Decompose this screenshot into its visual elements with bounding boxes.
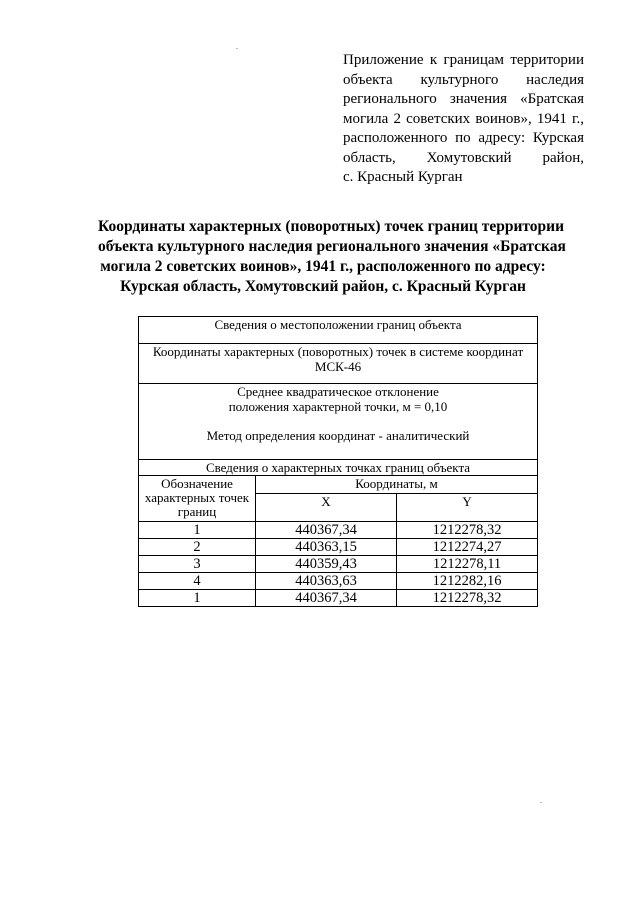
points-info-cell: Сведения о характерных точках границ объекта (139, 460, 538, 476)
y-cell: 1212282,16 (397, 573, 538, 590)
document-title (98, 217, 566, 297)
appendix-line: расположенного по адресу: Курская (343, 130, 584, 146)
coord-system-name: МСК-46 (314, 359, 362, 374)
table-row (139, 590, 538, 607)
point-cell: 4 (139, 573, 256, 590)
y-cell: 1212278,32 (397, 522, 538, 539)
appendix-note (343, 51, 584, 188)
accuracy-value: положения характерной точки, м = 0,10 (228, 399, 448, 414)
y-cell: 1212278,11 (397, 556, 538, 573)
x-cell: 440359,43 (256, 556, 397, 573)
coord-system-row (139, 344, 538, 384)
points-info-row (139, 460, 538, 476)
table-row (139, 522, 538, 539)
x-cell: 440367,34 (256, 522, 397, 539)
x-header: X (256, 494, 397, 522)
accuracy-row (139, 384, 538, 460)
appendix-line: с. Красный Курган (343, 169, 463, 185)
point-cell: 3 (139, 556, 256, 573)
scan-speck (236, 48, 238, 49)
title-line: Координаты характерных (поворотных) точек границ территории (98, 218, 565, 235)
appendix-line: область, Хомутовский район, (343, 149, 584, 166)
point-cell: 1 (139, 590, 256, 607)
title-line: Курская область, Хомутовский район, с. Красный Курган (120, 278, 526, 295)
coordinates-header: Координаты, м (256, 476, 538, 494)
designation-header: Обозначение характерных точек границ (139, 476, 256, 522)
appendix-line: объекта культурного наследия (343, 71, 584, 88)
coord-system-cell (139, 344, 538, 384)
table-row (139, 573, 538, 590)
table-row (139, 556, 538, 573)
y-cell: 1212274,27 (397, 539, 538, 556)
coordinates-table (138, 316, 538, 607)
appendix-line: Приложение к границам территории (343, 52, 584, 68)
point-cell: 1 (139, 522, 256, 539)
x-cell: 440367,34 (256, 590, 397, 607)
point-cell: 2 (139, 539, 256, 556)
y-cell: 1212278,32 (397, 590, 538, 607)
title-line: могила 2 советских воинов», 1941 г., расположенного по адресу: (100, 258, 546, 275)
appendix-line: могила 2 советских воинов», 1941 г., (343, 110, 584, 127)
method-text: Метод определения координат - аналитический (206, 428, 470, 443)
x-cell: 440363,63 (256, 573, 397, 590)
appendix-line: регионального значения «Братская (343, 91, 584, 107)
table-header-row (139, 476, 538, 494)
x-cell: 440363,15 (256, 539, 397, 556)
scan-speck (540, 802, 542, 803)
coord-system-line: Координаты характерных (поворотных) точек в системе координат (152, 344, 524, 359)
location-info-cell: Сведения о местоположении границ объекта (139, 317, 538, 344)
y-header: Y (397, 494, 538, 522)
accuracy-line: Среднее квадратическое отклонение (237, 384, 439, 399)
location-info-row (139, 317, 538, 344)
accuracy-cell (139, 384, 538, 460)
table-row (139, 539, 538, 556)
title-line: объекта культурного наследия регионального значения «Братская (98, 238, 566, 255)
